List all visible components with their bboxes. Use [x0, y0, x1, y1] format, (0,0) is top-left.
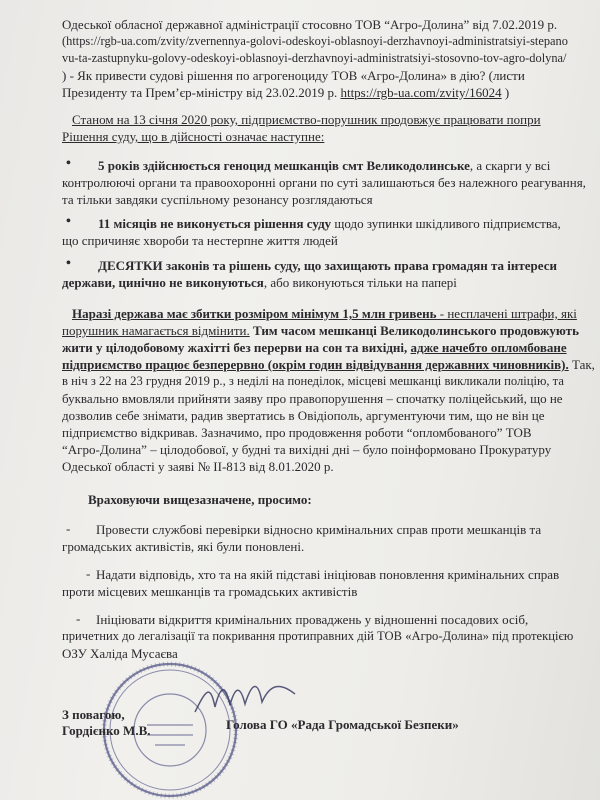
losses-text: Так,	[568, 357, 595, 372]
request-item-line: проти місцевих мешканців та громадських активістів	[62, 584, 358, 599]
request-item-line: Провести службові перевірки відносно кримінальних справ проти мешканців та	[96, 522, 542, 537]
bullet-line: що спричиняє хвороби та нестерпне життя людей	[62, 233, 338, 248]
report-link[interactable]: https://rgb-ua.com/zvity/16024	[340, 85, 502, 100]
losses-text: - несплачені штрафи, які	[436, 306, 577, 321]
request-title: Враховуючи вищезазначене, просимо:	[88, 492, 312, 507]
status-line: Рішення суду, що в дійсності означає наступне:	[62, 129, 325, 144]
request-item-line: громадських активістів, які були поновлені.	[62, 539, 305, 554]
signature	[190, 672, 300, 722]
bullet-line: контролюючі органи та правоохоронні органи по суті залишаються без належного реагування,	[62, 175, 586, 190]
bullet-line: та тільки завдяки суспільному резонансу розглядаються	[62, 192, 373, 207]
losses-line	[62, 322, 579, 339]
bullet-bold: держави, цинічно не виконуються	[62, 275, 264, 290]
dash-marker: -	[86, 566, 91, 581]
losses-bold: адже начебто опломбоване	[410, 340, 567, 355]
bullet-line: ДЕСЯТКИ законів та рішень суду, що захищають права громадян та інтереси	[98, 258, 557, 273]
losses-bold: Наразі держава має збитки розміром мінімум 1,5 млн гривень	[72, 306, 437, 321]
status-line: Станом на 13 січня 2020 року, підприємство-порушник продовжує працювати попри	[72, 112, 541, 127]
bullet-icon: •	[66, 214, 71, 229]
losses-line	[62, 356, 595, 373]
losses-bold: Тим часом мешканці Великодолинського продовжують	[249, 323, 579, 338]
bullet-line	[62, 274, 457, 291]
header-line: ) - Як привести судові рішення по агрогеноциду ТОВ «Агро-Долина» в дію? (листи	[62, 68, 525, 83]
dash-marker: -	[66, 521, 71, 536]
signer-position: Голова ГО «Рада Громадської Безпеки»	[226, 717, 459, 732]
bullet-bold: 5 років здійснюється геноцид мешканців смт Великодолинське	[98, 158, 470, 173]
losses-bold: жити у цілодобовому жахітті без перерви на сон та вихідні,	[62, 340, 411, 355]
losses-line	[72, 305, 577, 322]
losses-line: буквально вмовляли прийняти заяву про правопорушення – спочатку поліцейський, що не	[62, 391, 563, 406]
losses-line: підприємство відкривав. Зазначимо, про продовження роботи “опломбованого” ТОВ	[62, 425, 532, 440]
closing-regards: З повагою,	[62, 707, 125, 722]
header-text: )	[501, 85, 510, 100]
bullet-text: щодо зупинки шкідливого підприємства,	[331, 216, 561, 231]
losses-line	[62, 339, 567, 356]
bullet-line	[98, 215, 561, 232]
bullet-bold: 11 місяців не виконується рішення суду	[98, 216, 332, 231]
bullet-text: , а скарги у всі	[469, 158, 551, 173]
bullet-line	[98, 157, 550, 174]
request-item-line: Надати відповідь, хто та на якій підставі ініціював поновлення кримінальних справ	[96, 567, 560, 582]
bullet-icon: •	[66, 156, 71, 171]
request-item-line: Ініціювати відкриття кримінальних проваджень у відношенні посадових осіб,	[96, 612, 529, 627]
losses-text: порушник намагається відмінити.	[62, 323, 250, 338]
header-url-line: vu-ta-zastupnyku-golovy-odeskoyi-oblasnoyi-derzhavnoyi-administratsiyi-stosovno-tov-agro-dolyna/	[62, 51, 567, 65]
header-url-line: (https://rgb-ua.com/zvity/zvernennya-golovi-odeskoyi-oblasnoyi-derzhavnoyi-administratsiyi-stepano	[62, 34, 568, 48]
losses-line: Одеської області у заяві № ІІ-813 від 8.01.2020 р.	[62, 459, 334, 474]
dash-marker: -	[76, 611, 81, 626]
bullet-icon: •	[66, 256, 71, 271]
header-line: Одеської обласної державної адміністрації стосовно ТОВ “Агро-Долина” від 7.02.2019 р.	[62, 17, 558, 32]
request-item-line: ОЗУ Халіда Мусаєва	[62, 646, 178, 661]
losses-line: дозволив себе знімати, радив звертатись в Овідіополь, аргументуючи тим, що не він це	[62, 408, 545, 423]
losses-line: “Агро-Долина” – цілодобової, у будні та вихідні дні – було поінформовано Прокуратуру	[62, 442, 552, 457]
header-text: Президенту та Прем’єр-міністру від 23.02.2019 р.	[62, 85, 341, 100]
request-item-line: причетних до легалізації та покривання протиправних дій ТОВ «Агро-Долина» під протекцією	[62, 629, 574, 643]
losses-bold: підприємство працює безперервно (окрім годин відвідування державних чиновників).	[62, 357, 569, 372]
signer-name: Гордієнко М.В.	[62, 723, 151, 738]
header-line	[62, 84, 509, 101]
losses-line: в ніч з 22 на 23 грудня 2019 р., з неділі на понеділок, місцеві мешканці викликали поліцію, та	[62, 374, 564, 388]
bullet-text: , або виконуються тільки на папері	[263, 275, 457, 290]
